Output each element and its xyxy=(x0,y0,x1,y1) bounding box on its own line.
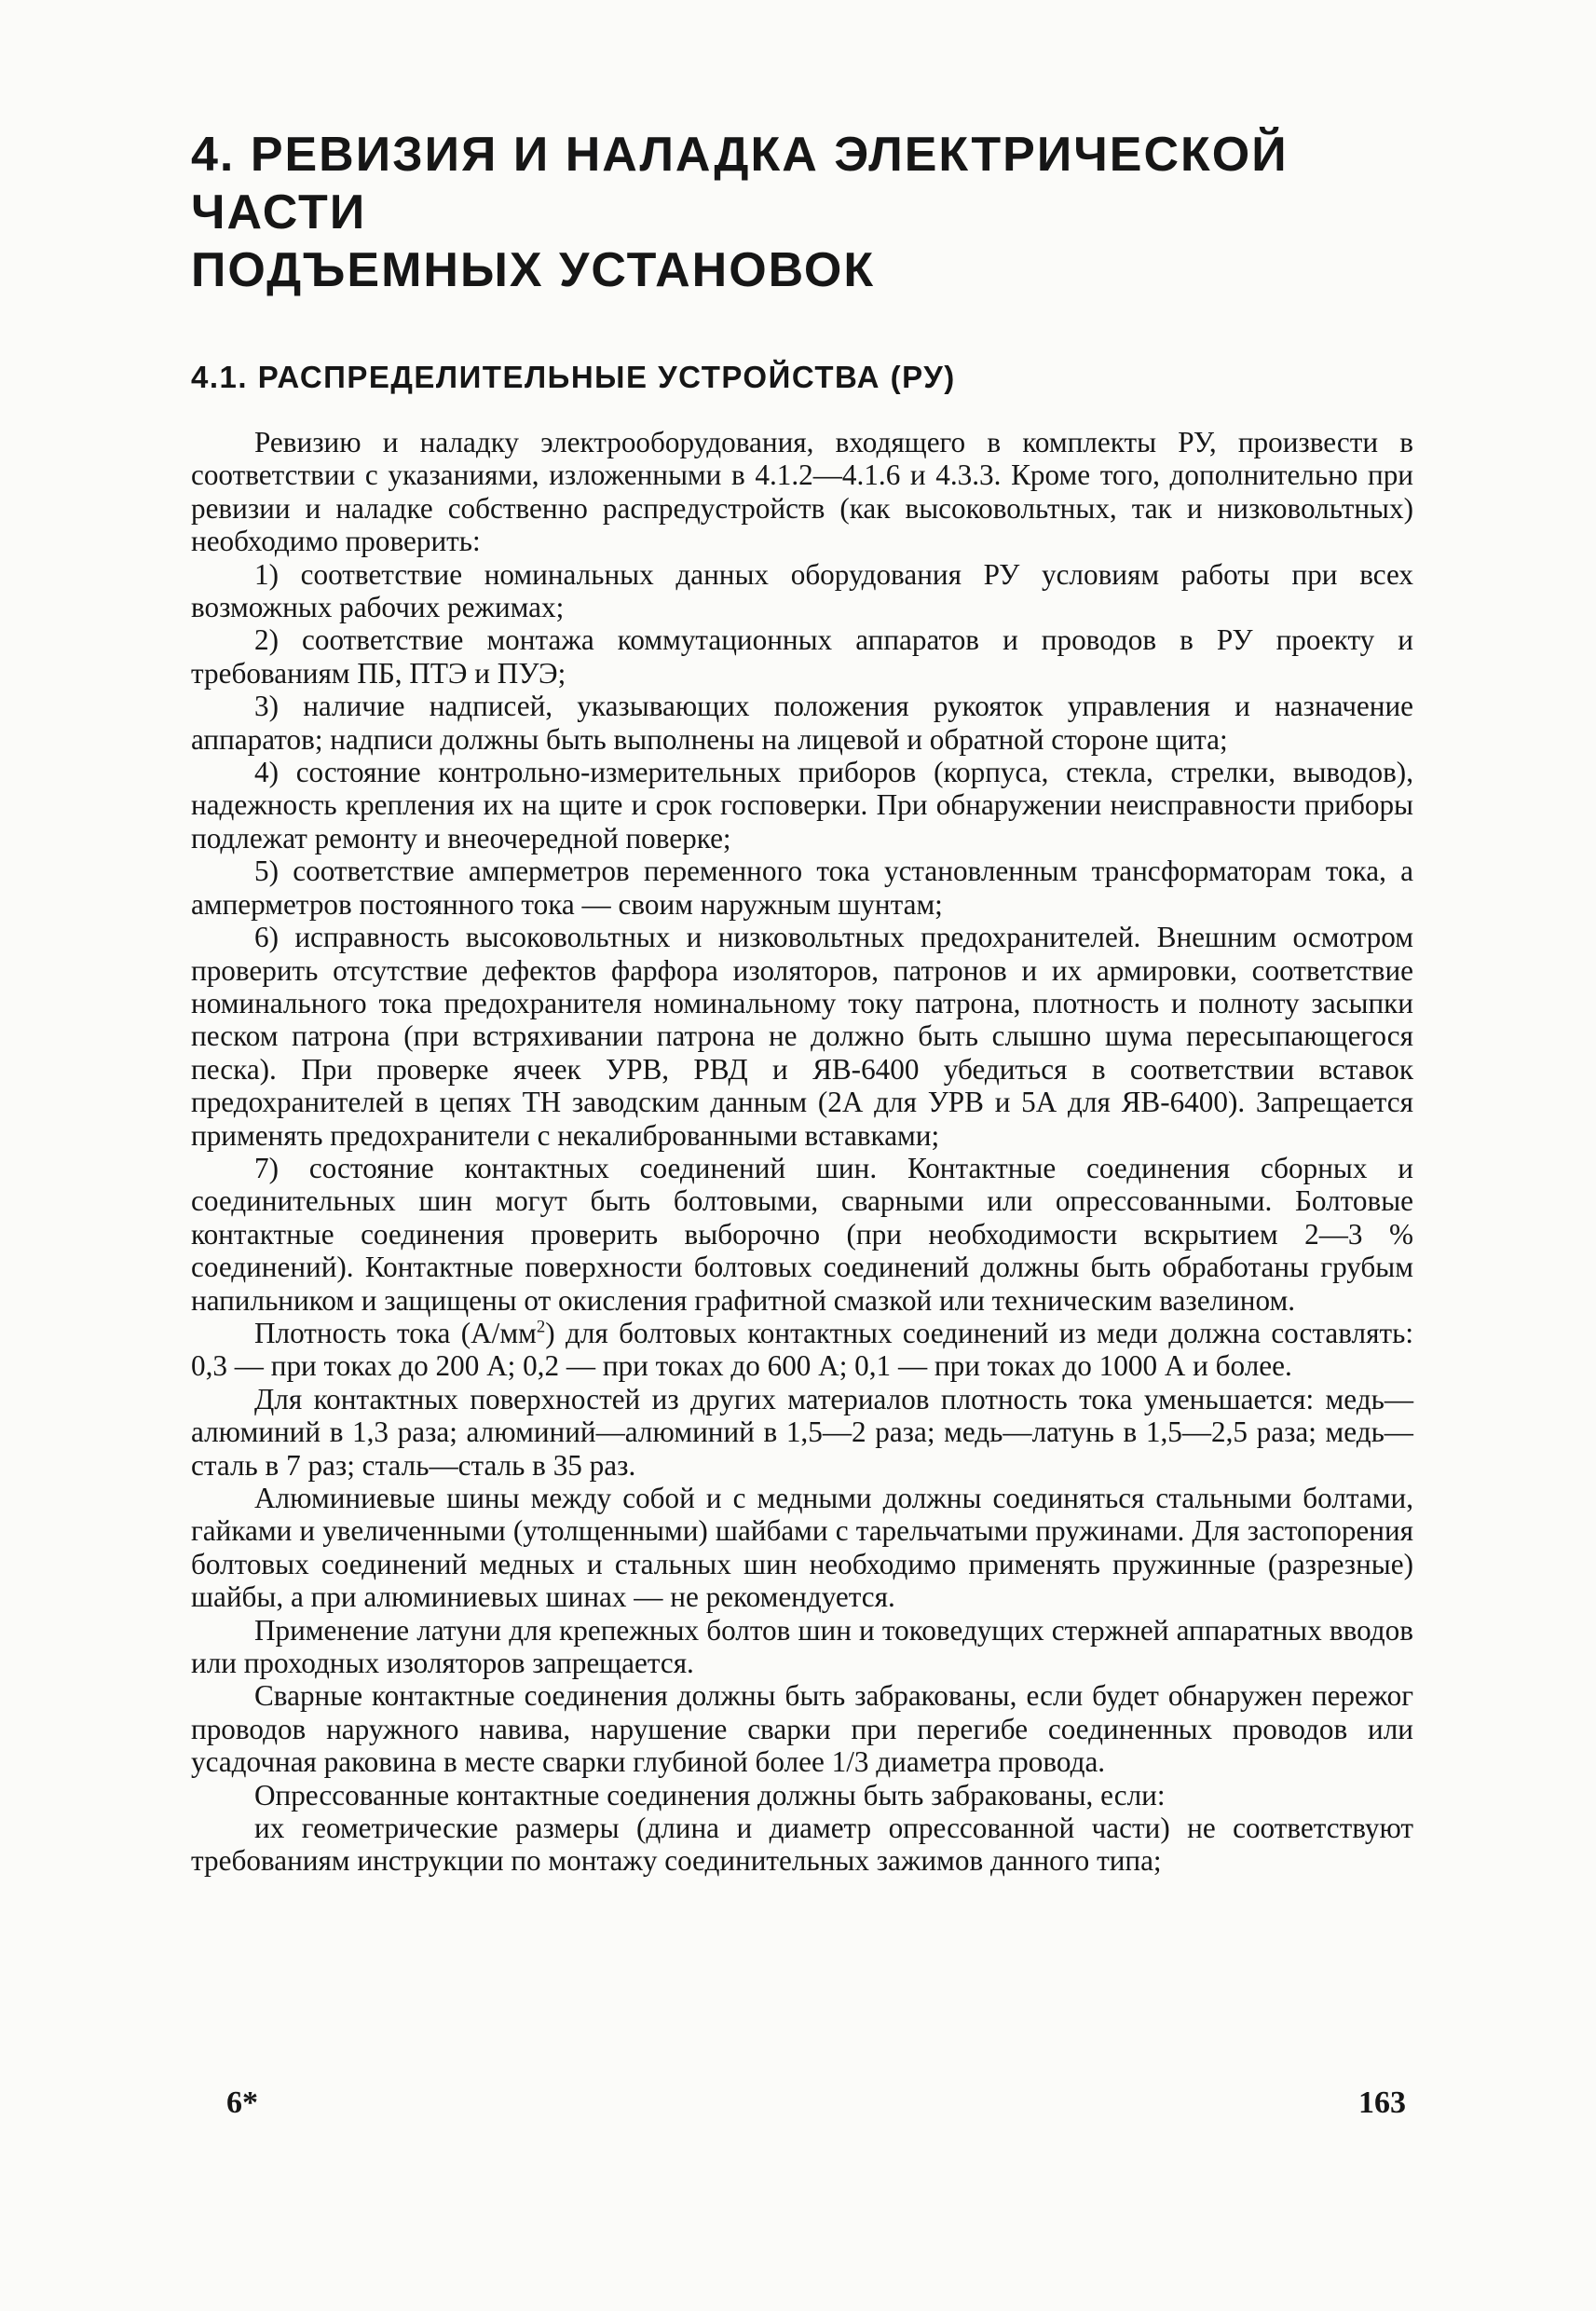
density-text-end: ) для болтовых контактных соединений из меди должна составлять: 0,3 — при токах до 200 А; 0,2 — при токах до 600 А; 0,1 — при токах до 1000 А и более. xyxy=(191,1316,1413,1383)
section-title: 4.1. РАСПРЕДЕЛИТЕЛЬНЫЕ УСТРОЙСТВА (РУ) xyxy=(191,360,956,394)
chapter-title xyxy=(191,126,1430,299)
paragraph-current-density xyxy=(191,1317,1413,1383)
page-number: 163 xyxy=(1358,2085,1406,2120)
list-item-6: 6) исправность высоковольтных и низковольтных предохранителей. Внешним осмотром проверить отсутствие дефектов фарфора изоляторов, патронов и их армировки, соответствие номинального тока предохранителя номинальному току патрона, плотность и полноту засыпки песком патрона (при встряхивании патрона не должно быть слышно шума пересыпающегося песка). При проверке ячеек УРВ, РВД и ЯВ-6400 убедиться в соответствии вставок предохранителей в цепях ТН заводским данным (2А для УРВ и 5А для ЯВ-6400). Запрещается применять предохранители с некалиброванными вставками; xyxy=(191,921,1413,1152)
chapter-title-line-2: ПОДЪЕМНЫХ УСТАНОВОК xyxy=(191,243,876,297)
paragraph-brass-prohibited: Применение латуни для крепежных болтов шин и токоведущих стержней аппаратных вводов или проходных изоляторов запрещается. xyxy=(191,1613,1413,1680)
paragraph-intro: Ревизию и наладку электрооборудования, входящего в комплекты РУ, произвести в соответствии с указаниями, изложенными в 4.1.2—4.1.6 и 4.3.3. Кроме того, дополнительно при ревизии и наладке собственно распредустройств (как высоковольтных, так и низковольтных) необходимо проверить: xyxy=(191,426,1413,558)
body-text xyxy=(191,426,1413,1878)
paragraph-other-materials: Для контактных поверхностей из других материалов плотность тока уменьшается: медь—алюминий в 1,3 раза; алюминий—алюминий в 1,5—2 раза; медь—латунь в 1,5—2,5 раза; медь—сталь в 7 раз; сталь—сталь в 35 раз. xyxy=(191,1382,1413,1482)
density-superscript: 2 xyxy=(536,1317,546,1337)
list-item-1: 1) соответствие номинальных данных оборудования РУ условиям работы при всех возможных рабочих режимах; xyxy=(191,557,1413,624)
list-item-5: 5) соответствие амперметров переменного тока установленным трансформаторам тока, а амперметров постоянного тока — своим наружным шунтам; xyxy=(191,855,1413,921)
paragraph-crimped-joints: Опрессованные контактные соединения должны быть забракованы, если: xyxy=(254,1778,1166,1812)
chapter-title-line-1: 4. РЕВИЗИЯ И НАЛАДКА ЭЛЕКТРИЧЕСКОЙ ЧАСТИ xyxy=(191,128,1289,239)
paragraph-welded-joints: Сварные контактные соединения должны быть забракованы, если будет обнаружен пережог проводов наружного навива, нарушение сварки при перегибе соединенных проводов или усадочная раковина в месте сварки глубиной более 1/3 диаметра провода. xyxy=(191,1679,1413,1779)
list-item-3: 3) наличие надписей, указывающих положения рукояток управления и назначение аппаратов; надписи должны быть выполнены на лицевой и обратной стороне щита; xyxy=(191,690,1413,756)
density-text-start: Плотность тока (А/мм xyxy=(254,1316,537,1349)
paragraph-crimped-geometry: их геометрические размеры (длина и диаметр опрессованной части) не соответствуют требованиям инструкции по монтажу соединительных зажимов данного типа; xyxy=(191,1812,1413,1878)
list-item-4: 4) состояние контрольно-измерительных приборов (корпуса, стекла, стрелки, выводов), надежность крепления их на щите и срок госповерки. При обнаружении неисправности приборы подлежат ремонту и внеочередной поверке; xyxy=(191,756,1413,855)
list-item-7: 7) состояние контактных соединений шин. Контактные соединения сборных и соединительных шин могут быть болтовыми, сварными или опрессованными. Болтовые контактные соединения проверить выборочно (при необходимости вскрытием 2—3 % соединений). Контактные поверхности болтовых соединений должны быть обработаны грубым напильником и защищены от окисления графитной смазкой или техническим вазелином. xyxy=(191,1151,1413,1317)
paragraph-aluminium-buses: Алюминиевые шины между собой и с медными должны соединяться стальными болтами, гайками и увеличенными (утолщенными) шайбами с тарельчатыми пружинами. Для застопорения болтовых соединений медных и стальных шин необходимо применять пружинные (разрезные) шайбы, а при алюминиевых шинах — не рекомендуется. xyxy=(191,1482,1413,1614)
list-item-2: 2) соответствие монтажа коммутационных аппаратов и проводов в РУ проекту и требованиям ПБ, ПТЭ и ПУЭ; xyxy=(191,623,1413,690)
footer-signature: 6* xyxy=(226,2085,258,2120)
